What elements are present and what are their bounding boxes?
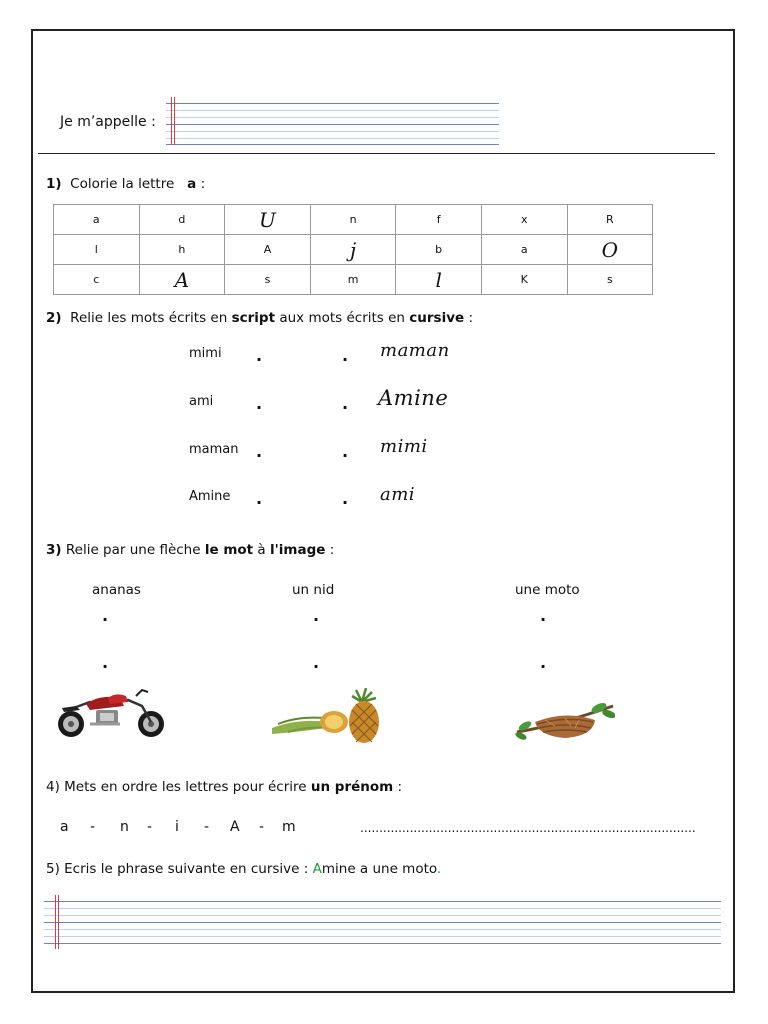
grid-cell[interactable]: R [567, 205, 653, 235]
grid-cell[interactable]: m [310, 265, 396, 295]
grid-cell[interactable]: s [225, 265, 311, 295]
grid-row [54, 205, 653, 235]
motorcycle-illustration[interactable] [50, 688, 170, 740]
scrambled-letter: a [60, 819, 69, 835]
arrow-dot[interactable]: . [102, 653, 109, 672]
link-dot-left[interactable]: . [256, 394, 263, 413]
question-3: 3) Relie par une flèche le mot à l'image : [46, 542, 335, 558]
link-dot-right[interactable]: . [342, 489, 349, 508]
grid-cell[interactable]: l [396, 265, 482, 295]
grid-cell[interactable]: h [139, 235, 225, 265]
grid-cell[interactable]: K [481, 265, 567, 295]
scrambled-letter: i [175, 819, 179, 835]
cursive-word: ami [380, 484, 416, 505]
grid-cell[interactable]: b [396, 235, 482, 265]
link-dot-left[interactable]: . [256, 346, 263, 365]
question-1: 1) Colorie la lettre a : [46, 176, 206, 192]
question-4: 4) Mets en ordre les lettres pour écrire un prénom : [46, 779, 403, 795]
cursive-word: mimi [380, 436, 428, 457]
link-dot-left[interactable]: . [256, 489, 263, 508]
grid-cell[interactable]: c [54, 265, 140, 295]
grid-cell[interactable]: f [396, 205, 482, 235]
arrow-dot[interactable]: . [540, 606, 547, 625]
question-5: 5) Ecris le phrase suivante en cursive : Amine a une moto. [46, 861, 442, 877]
grid-cell[interactable]: A [139, 265, 225, 295]
arrow-dot[interactable]: . [540, 653, 547, 672]
scrambled-letter: - [204, 819, 210, 835]
script-word: Amine [189, 489, 231, 504]
scrambled-letter: - [90, 819, 96, 835]
link-dot-right[interactable]: . [342, 346, 349, 365]
script-word: mimi [189, 346, 222, 361]
word-ananas: ananas [92, 582, 141, 598]
grid-cell[interactable]: s [567, 265, 653, 295]
arrow-dot[interactable]: . [313, 606, 320, 625]
link-dot-left[interactable]: . [256, 442, 263, 461]
scrambled-letter: A [230, 819, 240, 835]
page-frame [31, 29, 735, 993]
grid-cell[interactable]: a [481, 235, 567, 265]
grid-cell[interactable]: j [310, 235, 396, 265]
arrow-dot[interactable]: . [102, 606, 109, 625]
grid-cell[interactable]: n [310, 205, 396, 235]
grid-cell[interactable]: A [225, 235, 311, 265]
scrambled-letter: - [259, 819, 265, 835]
answer-dotted-line[interactable]: ........................................................................................ [360, 821, 696, 835]
grid-cell[interactable]: a [54, 205, 140, 235]
cursive-word: maman [380, 340, 450, 361]
name-label: Je m’appelle : [60, 114, 156, 130]
link-dot-right[interactable]: . [342, 442, 349, 461]
grid-cell[interactable]: U [225, 205, 311, 235]
header-separator [38, 153, 715, 154]
question-2: 2) Relie les mots écrits en script aux mots écrits en cursive : [46, 310, 474, 326]
grid-cell[interactable]: d [139, 205, 225, 235]
arrow-dot[interactable]: . [313, 653, 320, 672]
cursive-word: Amine [378, 386, 449, 410]
word-une-moto: une moto [515, 582, 580, 598]
word-un-nid: un nid [292, 582, 335, 598]
scrambled-letter: m [282, 819, 296, 835]
grid-row [54, 235, 653, 265]
script-word: maman [189, 442, 239, 457]
grid-cell[interactable]: x [481, 205, 567, 235]
nest-illustration[interactable] [515, 700, 615, 744]
pineapple-illustration[interactable] [268, 688, 390, 744]
link-dot-right[interactable]: . [342, 394, 349, 413]
grid-row [54, 265, 653, 295]
letter-grid [53, 204, 653, 295]
name-writing-lines[interactable] [166, 97, 499, 145]
scrambled-letter: n [120, 819, 129, 835]
grid-cell[interactable]: O [567, 235, 653, 265]
grid-cell[interactable]: l [54, 235, 140, 265]
scrambled-letter: - [147, 819, 153, 835]
script-word: ami [189, 394, 214, 409]
cursive-writing-lines[interactable] [44, 895, 721, 949]
